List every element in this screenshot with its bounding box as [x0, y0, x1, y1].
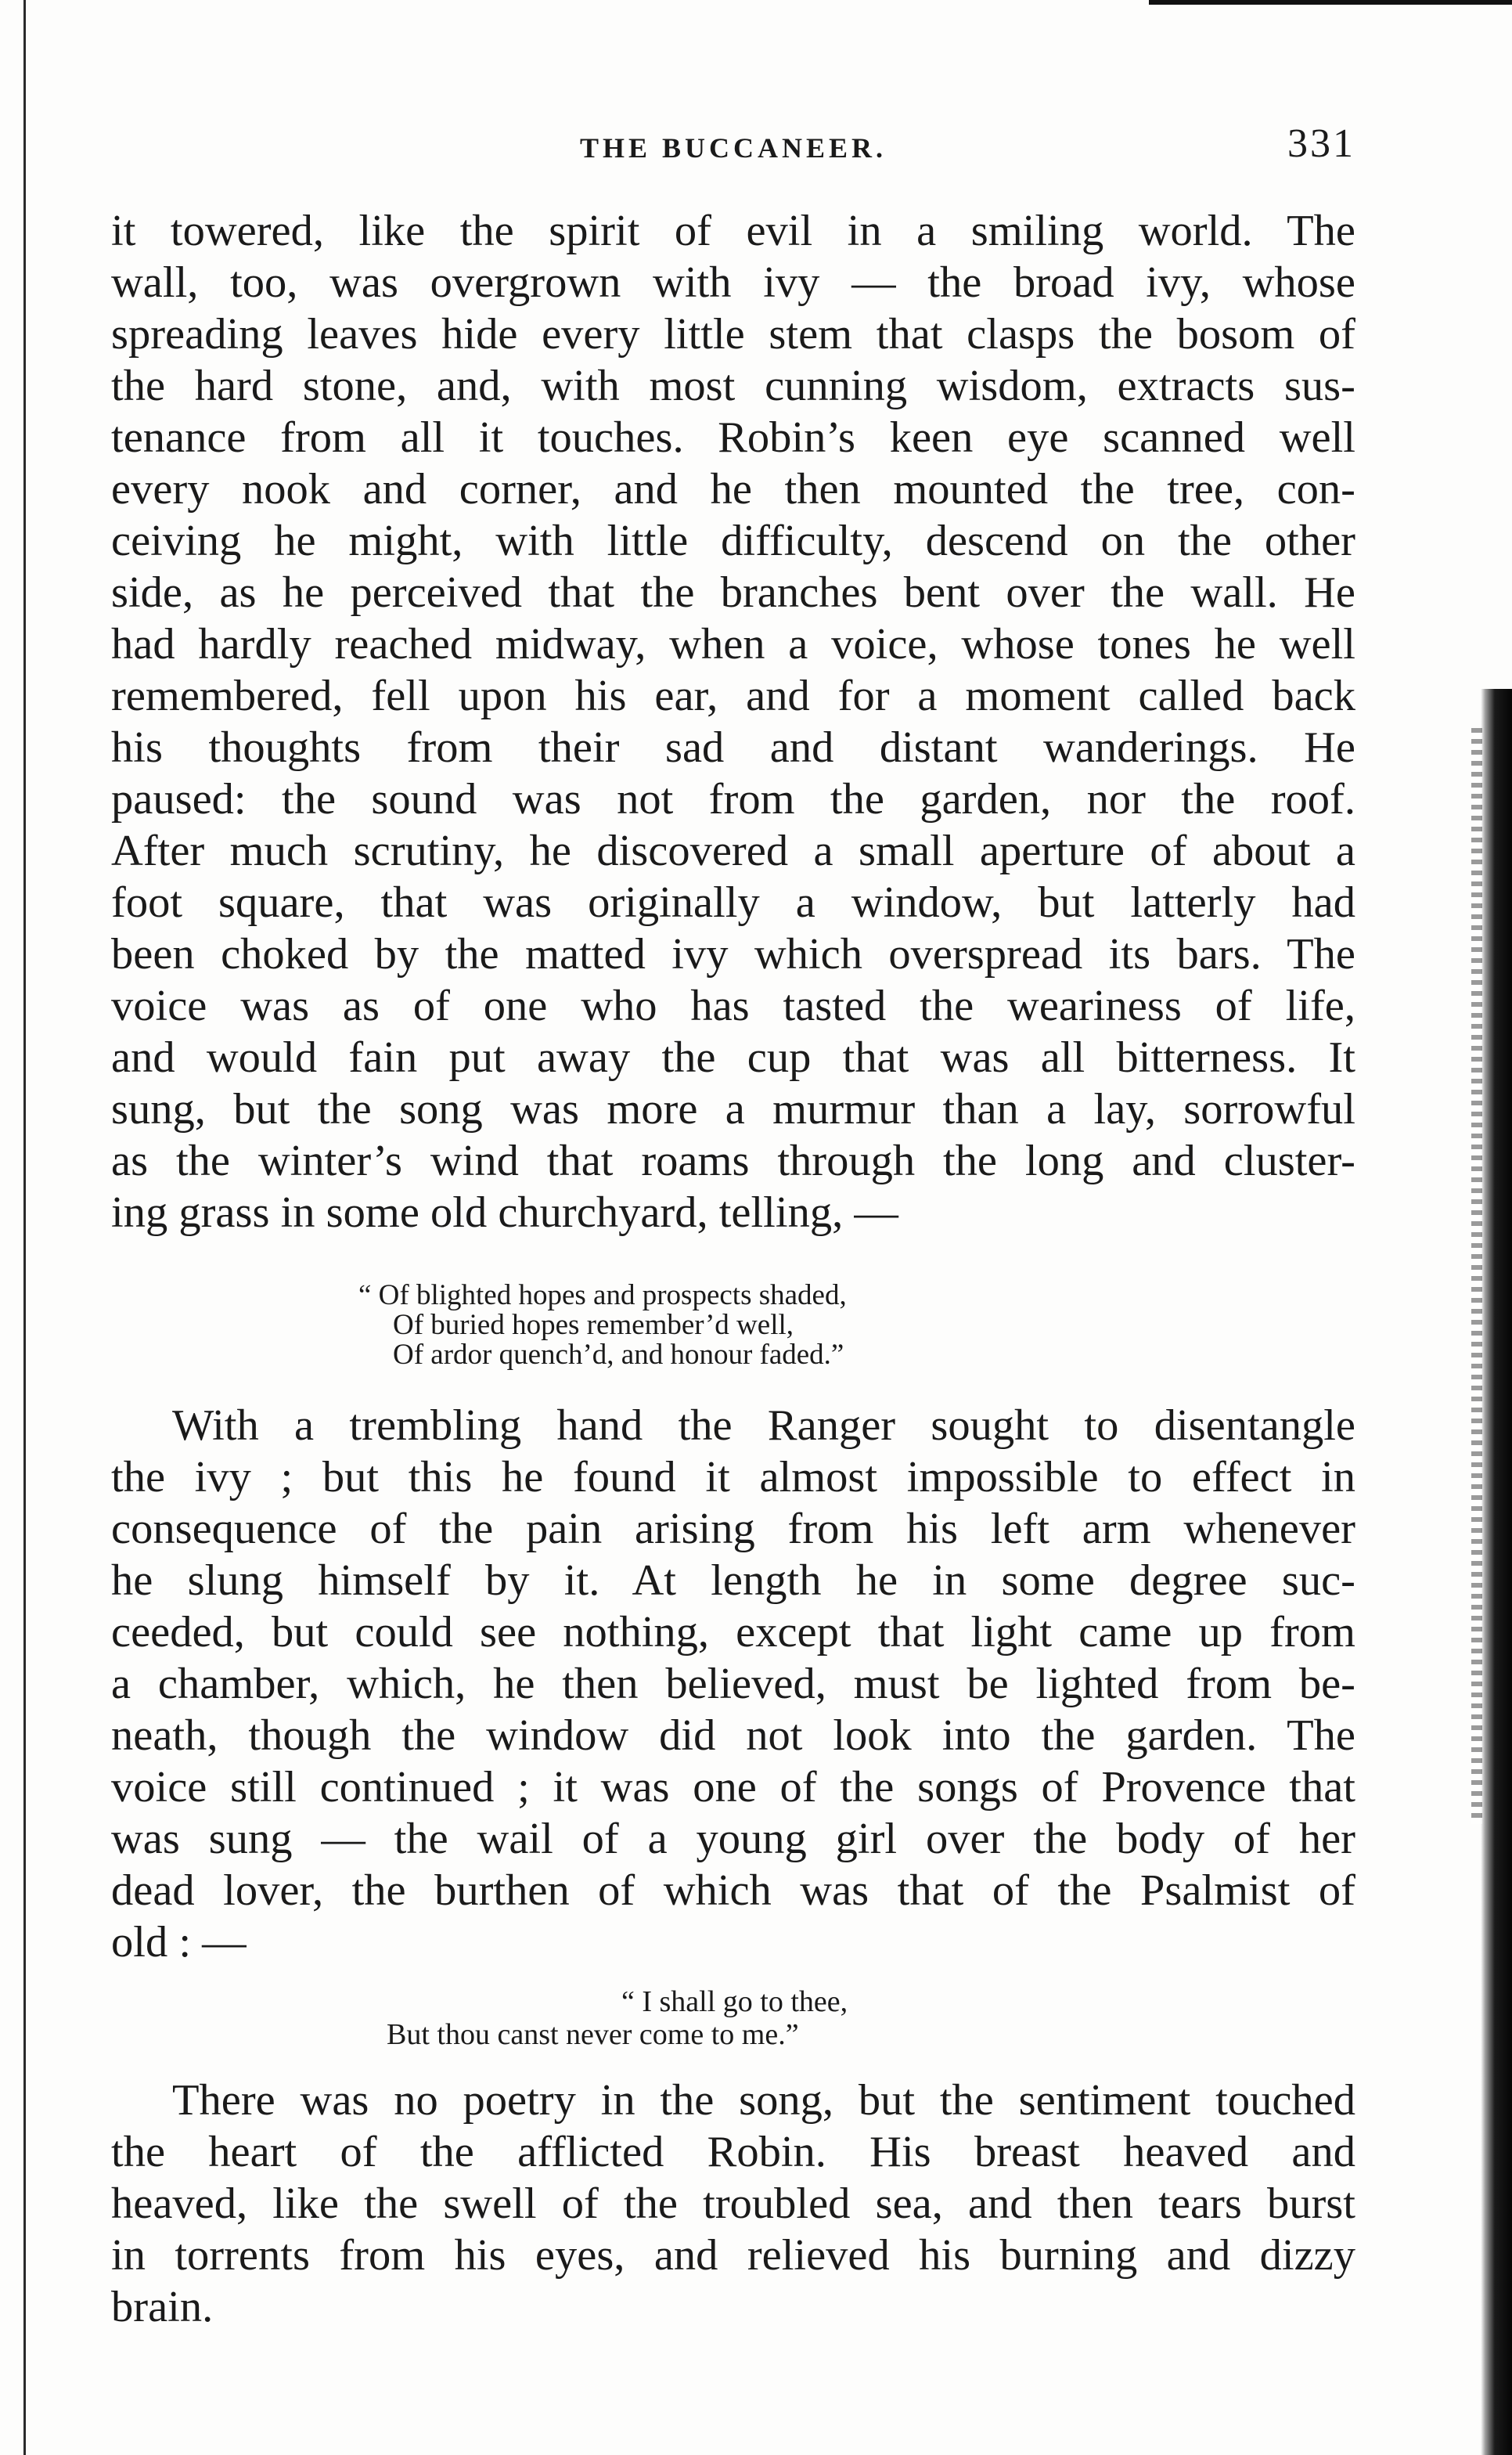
verse-2: [387, 1985, 848, 2051]
text-line: was sung — the wail of a young girl over the body of her: [111, 1815, 1355, 1863]
text-line: heaved, like the swell of the troubled sea, and then tears burst: [111, 2179, 1355, 2228]
text-line: foot square, that was originally a window, but latterly had: [111, 878, 1355, 927]
text-line: voice was as of one who has tasted the weariness of life,: [111, 982, 1355, 1030]
verse-line: “ I shall go to thee,: [621, 1985, 848, 2018]
paragraph-3: [111, 2075, 1355, 2333]
text-line: remembered, fell upon his ear, and for a moment called back: [111, 672, 1355, 720]
text-line: brain.: [111, 2283, 214, 2331]
text-line: ing grass in some old churchyard, telling, —: [111, 1188, 898, 1237]
text-line: the hard stone, and, with most cunning wisdom, extracts sus-: [111, 362, 1355, 410]
scan-top-rule: [1149, 0, 1512, 5]
verse-1: [358, 1281, 847, 1370]
paragraph-1: [111, 205, 1355, 1238]
paragraph-2: [111, 1400, 1355, 1968]
text-line: old : —: [111, 1918, 247, 1967]
text-line: consequence of the pain arising from his left arm whenever: [111, 1505, 1355, 1553]
verse-line: Of ardor quench’d, and honour faded.”: [393, 1339, 844, 1371]
text-line: After much scrutiny, he discovered a small aperture of about a: [111, 827, 1355, 875]
scan-right-edge-shadow: [1481, 689, 1512, 2455]
text-line: ceeded, but could see nothing, except that light came up from: [111, 1608, 1355, 1656]
text-line: a chamber, which, he then believed, must be lighted from be-: [111, 1660, 1355, 1708]
text-line: the ivy ; but this he found it almost impossible to effect in: [111, 1453, 1355, 1501]
verse-line: But thou canst never come to me.”: [387, 2018, 799, 2051]
running-title: THE BUCCANEER.: [579, 132, 887, 164]
text-line: the heart of the afflicted Robin. His breast heaved and: [111, 2128, 1355, 2176]
text-line: as the winter’s wind that roams through the long and cluster-: [111, 1137, 1355, 1185]
verse-line: “ Of blighted hopes and prospects shaded,: [358, 1279, 847, 1311]
text-line: dead lover, the burthen of which was that of the Psalmist of: [111, 1866, 1355, 1915]
text-line: With a trembling hand the Ranger sought to disentangle: [172, 1401, 1355, 1450]
text-line: ceiving he might, with little difficulty, descend on the other: [111, 517, 1355, 565]
text-line: he slung himself by it. At length he in some degree suc-: [111, 1556, 1355, 1605]
scan-right-edge-texture: [1471, 728, 1482, 1824]
page-number: 331: [1287, 121, 1355, 166]
scan-left-rule: [23, 0, 26, 2455]
text-line: voice still continued ; it was one of the songs of Provence that: [111, 1763, 1355, 1812]
text-line: neath, though the window did not look into the garden. The: [111, 1711, 1355, 1760]
text-line: had hardly reached midway, when a voice, whose tones he well: [111, 620, 1355, 669]
text-line: side, as he perceived that the branches bent over the wall. He: [111, 568, 1355, 617]
text-line: wall, too, was overgrown with ivy — the broad ivy, whose: [111, 258, 1355, 307]
text-line: sung, but the song was more a murmur than a lay, sorrowful: [111, 1085, 1355, 1134]
verse-line: Of buried hopes remember’d well,: [393, 1309, 794, 1341]
text-line: his thoughts from their sad and distant wanderings. He: [111, 723, 1355, 772]
text-line: spreading leaves hide every little stem that clasps the bosom of: [111, 310, 1355, 359]
text-line: There was no poetry in the song, but the sentiment touched: [172, 2076, 1355, 2125]
text-line: paused: the sound was not from the garden, nor the roof.: [111, 775, 1355, 824]
text-line: in torrents from his eyes, and relieved his burning and dizzy: [111, 2231, 1355, 2280]
text-line: tenance from all it touches. Robin’s keen eye scanned well: [111, 413, 1355, 462]
text-line: every nook and corner, and he then mounted the tree, con-: [111, 465, 1355, 514]
text-line: and would fain put away the cup that was all bitterness. It: [111, 1033, 1355, 1082]
running-head: [111, 121, 1355, 172]
text-line: it towered, like the spirit of evil in a smiling world. The: [111, 207, 1355, 255]
text-line: been choked by the matted ivy which overspread its bars. The: [111, 930, 1355, 979]
